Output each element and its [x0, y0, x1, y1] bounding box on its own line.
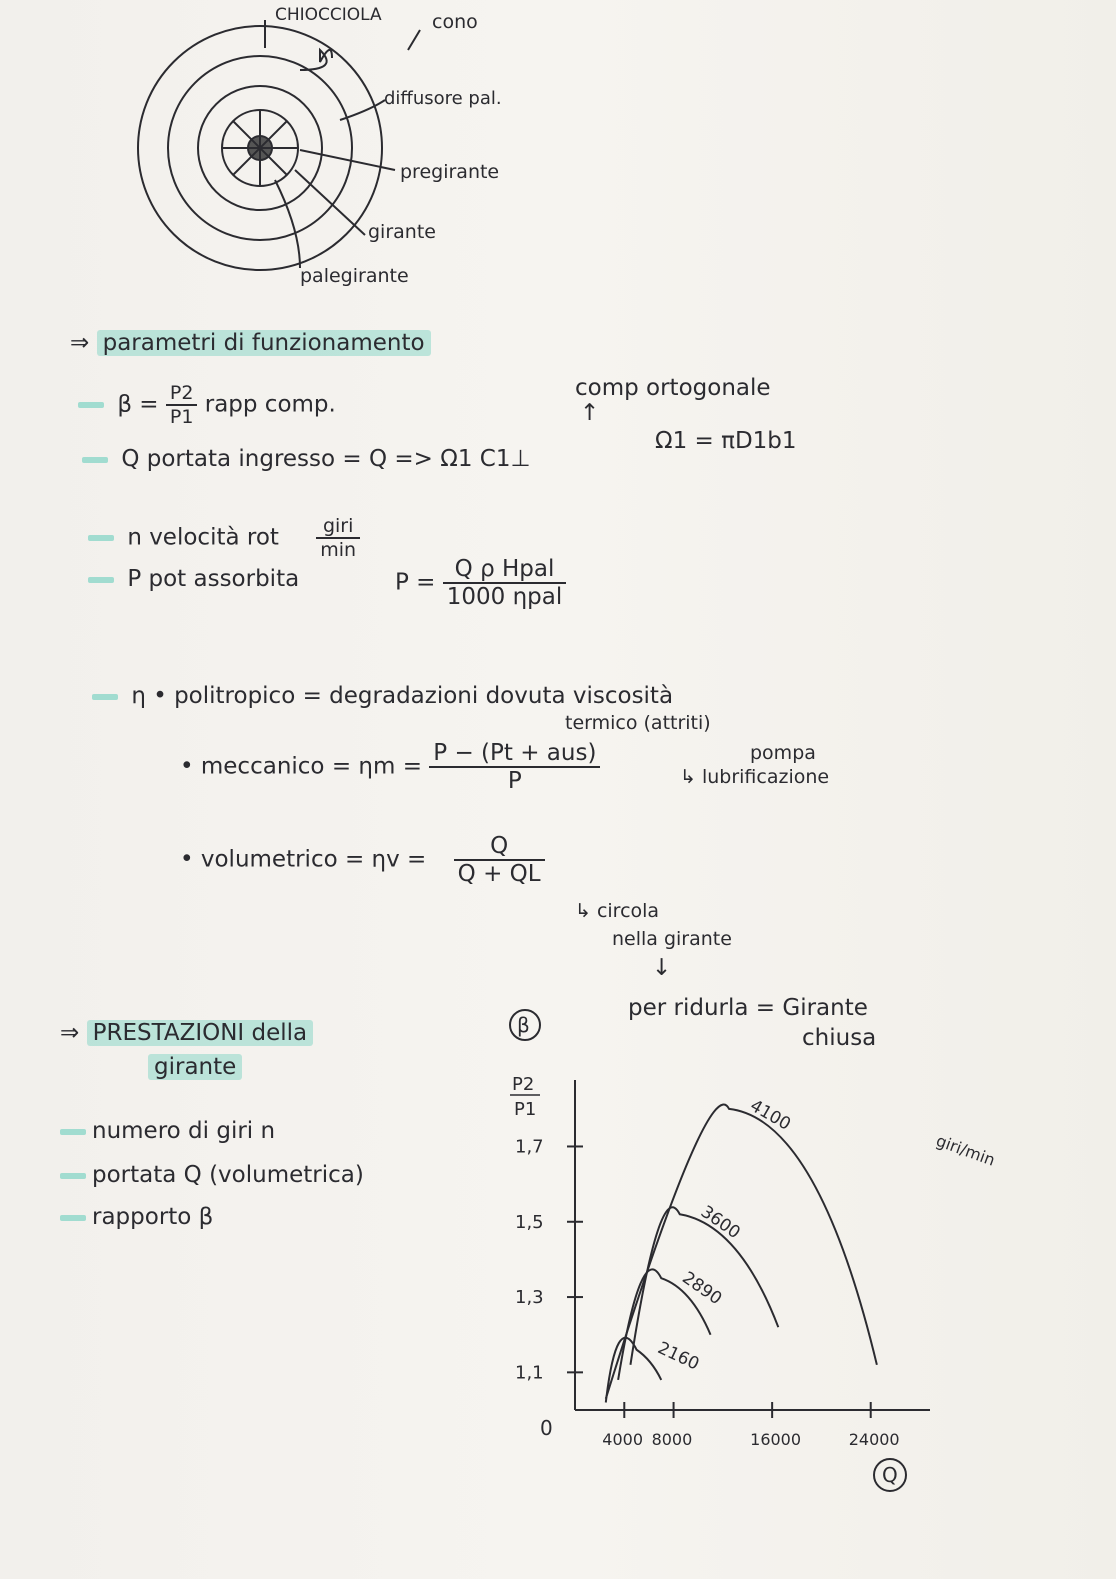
bullet-dash [78, 402, 104, 408]
series-curve [606, 1104, 877, 1398]
bullet-dash [92, 694, 118, 700]
volumetrico-denominator: Q + QL [457, 861, 541, 887]
bullet-dash [88, 535, 114, 541]
series-label: 2160 [654, 1338, 703, 1375]
omega-equation: Ω1 = πD1b1 [655, 428, 797, 454]
bullet-dash [88, 577, 114, 583]
n-denominator: min [320, 539, 357, 561]
beta-fraction [166, 382, 198, 428]
x-axis-symbol: Q [882, 1463, 898, 1487]
p-text: P pot assorbita [127, 566, 300, 592]
x-tick-label: 24000 [848, 1430, 900, 1449]
label-palegirante: palegirante [300, 265, 409, 287]
p-eq-lhs: P = [395, 569, 436, 596]
label-diffusore: diffusore pal. [384, 88, 502, 109]
label-pregirante: pregirante [400, 161, 500, 183]
volumetrico-line [180, 833, 545, 887]
prestazioni-item-text: portata Q (volumetrica) [92, 1162, 364, 1188]
arrow-icon: ⇒ [70, 330, 90, 356]
section-prestazioni-subtitle: girante [148, 1054, 242, 1080]
unit-label: giri/min [933, 1130, 998, 1170]
label-chiocciola: CHIOCCIOLA [275, 5, 382, 25]
beta-numerator: P2 [166, 382, 198, 406]
q-text: Q portata ingresso = Q => Ω1 C1⊥ [121, 446, 531, 472]
beta-denominator: P1 [169, 406, 194, 428]
series-label: 2890 [678, 1267, 726, 1310]
circola-note: ↳ circola [575, 900, 660, 922]
n-line [88, 515, 360, 561]
pompa-note: pompa [750, 742, 816, 764]
volumetrico-text: • volumetrico = ηv = [180, 846, 427, 873]
n-fraction [316, 515, 360, 561]
meccanico-numerator: P − (Pt + aus) [429, 740, 600, 768]
bullet-dash [60, 1173, 86, 1179]
n-numerator: giri [316, 515, 360, 539]
y-tick-label: 1,7 [515, 1136, 544, 1158]
prestazioni-item-text: rapporto β [92, 1204, 214, 1230]
eta-line [92, 683, 673, 709]
y-axis-label-numerator: P2 [512, 1074, 535, 1095]
performance-chart [490, 1005, 1010, 1525]
p-denominator: 1000 ηpal [446, 584, 563, 610]
prestazioni-item-text: numero di giri n [92, 1118, 276, 1144]
beta-description: rapp comp. [204, 391, 336, 418]
prestazioni-item [60, 1162, 364, 1188]
section-parametri-title: parametri di funzionamento [97, 330, 431, 356]
section-prestazioni-title2 [148, 1054, 242, 1080]
q-line [82, 446, 531, 472]
section-prestazioni-heading [60, 1020, 313, 1046]
x-tick-label: 8000 [651, 1430, 693, 1449]
label-girante: girante [368, 221, 436, 243]
meccanico-denominator: P [507, 768, 522, 794]
n-text: n velocità rot [127, 524, 279, 551]
eta-termico: termico (attriti) [565, 712, 711, 734]
volumetrico-numerator: Q [454, 833, 545, 861]
y-axis-label-denominator: P1 [514, 1099, 537, 1120]
x-tick-label: 16000 [750, 1430, 802, 1449]
series-label: 3600 [696, 1201, 744, 1244]
beta-label: β = [117, 391, 159, 418]
compressor-diagram [100, 0, 660, 310]
y-tick-label: 1,1 [515, 1362, 544, 1384]
bullet-dash [82, 457, 108, 463]
nella-girante-note: nella girante [612, 928, 732, 950]
comp-note: comp ortogonale [575, 375, 771, 401]
meccanico-fraction [429, 740, 600, 794]
eta-text: η • politropico = degradazioni dovuta viscosità [131, 683, 674, 709]
up-arrow-icon: ↑ [580, 400, 600, 426]
section-parametri-heading [70, 330, 431, 356]
p-fraction [443, 556, 567, 610]
section-prestazioni-title: PRESTAZIONI della [87, 1020, 314, 1046]
volumetrico-fraction [454, 833, 545, 887]
p-numerator: Q ρ Hpal [443, 556, 567, 584]
prestazioni-item [60, 1204, 213, 1230]
label-cono: cono [432, 11, 478, 33]
bullet-dash [60, 1129, 86, 1135]
origin-label: 0 [540, 1416, 553, 1440]
prestazioni-item [60, 1118, 275, 1144]
down-arrow-icon: ↓ [652, 955, 672, 981]
lubrificazione-note: ↳ lubrificazione [680, 766, 830, 788]
p-line [88, 566, 299, 592]
beta-line [78, 382, 336, 428]
y-axis-symbol: β [517, 1013, 530, 1037]
meccanico-line [180, 740, 600, 794]
per-ridurla-note: per ridurla = Girante [628, 995, 868, 1021]
meccanico-text: • meccanico = ηm = [180, 753, 422, 780]
chiusa-note: chiusa [802, 1025, 877, 1051]
arrow-icon: ⇒ [60, 1020, 80, 1046]
p-equation [395, 556, 566, 610]
y-tick-label: 1,5 [515, 1211, 544, 1233]
bullet-dash [60, 1215, 86, 1221]
y-tick-label: 1,3 [515, 1287, 544, 1309]
x-tick-label: 4000 [602, 1430, 644, 1449]
series-label: 4100 [746, 1095, 794, 1135]
